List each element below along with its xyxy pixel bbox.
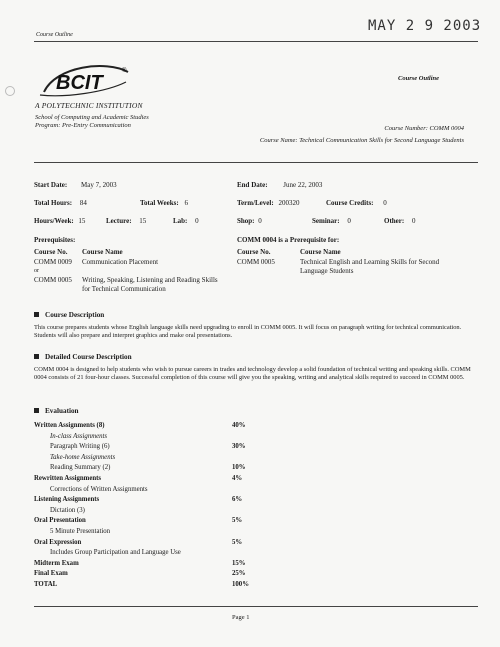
evaluation-row-label: Oral Presentation <box>34 517 86 525</box>
evaluation-row-label: Corrections of Written Assignments <box>50 485 148 493</box>
detailed-description-heading: Detailed Course Description <box>34 353 132 361</box>
punch-hole <box>5 86 15 96</box>
logo-subtitle: A POLYTECHNIC INSTITUTION <box>35 101 143 110</box>
course-name: Course Name: Technical Communication Skills for Second Language Students <box>259 137 464 144</box>
bcit-logo <box>36 62 136 105</box>
seminar-hours: Seminar: 0 <box>312 217 351 225</box>
course-credits: Course Credits: 0 <box>326 199 387 207</box>
bullet-square-icon <box>34 354 39 359</box>
evaluation-row-percent: 15% <box>232 559 246 567</box>
evaluation-row-label: 5 Minute Presentation <box>50 528 111 535</box>
total-weeks: Total Weeks: 6 <box>140 199 188 207</box>
evaluation-row-label: Final Exam <box>34 570 68 578</box>
prereq-row-1-no: COMM 0009 <box>34 258 72 266</box>
hours-per-week: Hours/Week: 15 <box>34 217 86 225</box>
prereq-row-2-name: Writing, Speaking, Listening and Reading Skills for Technical Communication <box>82 276 218 293</box>
evaluation-row-label: TOTAL <box>34 581 58 588</box>
logo-registered: ® <box>122 68 127 74</box>
bullet-square-icon <box>34 408 39 413</box>
logo-wordmark: BCIT <box>56 72 103 94</box>
received-date-stamp: MAY 2 9 2003 <box>368 18 482 34</box>
evaluation-row-label: Written Assignments (8) <box>34 422 105 429</box>
evaluation-row-label: Paragraph Writing (6) <box>50 443 110 451</box>
course-description-text: This course prepares students whose English language skills need upgrading to enroll in COMM 0005. It will focus on paragraph writing for technical communication. Students will also prepare and interpret graphics and make oral presentations. <box>34 324 462 340</box>
evaluation-row-label: Listening Assignments <box>34 496 100 504</box>
school-program <box>35 114 149 130</box>
evaluation-row-percent: 6% <box>232 496 243 504</box>
evaluation-row-label: Includes Group Participation and Language Use <box>50 549 181 557</box>
evaluation-row-label: Midterm Exam <box>34 559 79 567</box>
evaluation-row-percent: 10% <box>232 464 246 472</box>
evaluation-row-label: Take-home Assignments <box>50 453 116 461</box>
evaluation-row-percent: 5% <box>232 517 243 525</box>
lecture-hours: Lecture: 15 <box>106 217 147 225</box>
start-date: Start Date: May 7, 2003 <box>34 181 117 189</box>
course-number: Course Number: COMM 0004 <box>384 125 464 132</box>
prereq-for-heading: COMM 0004 is a Prerequisite for: <box>237 236 340 244</box>
evaluation-row-label: Reading Summary (2) <box>50 464 111 472</box>
evaluation-row-percent: 100% <box>232 581 249 588</box>
prereq-col-course-no: Course No. <box>34 248 68 256</box>
evaluation-row-percent: 30% <box>232 443 246 451</box>
school-name: School of Computing and Academic Studies <box>35 114 149 121</box>
prereq-for-col-course-no: Course No. <box>237 248 271 256</box>
bullet-square-icon <box>34 312 39 317</box>
footer-rule <box>34 606 478 607</box>
prereq-row-1-name: Communication Placement <box>82 258 159 266</box>
prereq-for-row-1-name: Technical English and Learning Skills for Second Language Students <box>300 258 440 275</box>
evaluation-row-percent: 40% <box>232 422 246 429</box>
page-number: Page 1 <box>232 614 250 621</box>
prerequisites-heading: Prerequisites: <box>34 236 76 244</box>
course-outline-label: Course Outline <box>398 75 439 82</box>
term-level: Term/Level: 200320 <box>237 199 300 207</box>
evaluation-row-label: Oral Expression <box>34 538 82 546</box>
evaluation-row-label: Dictation (3) <box>50 506 85 514</box>
evaluation-heading: Evaluation <box>34 407 79 415</box>
course-description-heading: Course Description <box>34 311 104 319</box>
end-date: End Date: June 22, 2003 <box>237 181 323 189</box>
header-rule <box>34 41 478 42</box>
program-name: Program: Pre-Entry Communication <box>35 122 131 129</box>
prereq-row-2-no: COMM 0005 <box>34 276 72 284</box>
evaluation-row-label: Rewritten Assignments <box>34 475 102 482</box>
evaluation-row-label: In-class Assignments <box>50 432 108 440</box>
evaluation-row-percent: 25% <box>232 570 246 578</box>
prereq-or: or <box>34 268 39 274</box>
prereq-col-course-name: Course Name <box>82 248 123 256</box>
title-rule <box>34 162 478 163</box>
total-hours: Total Hours: 84 <box>34 199 87 207</box>
bcit-logo-icon <box>36 62 136 100</box>
evaluation-row-percent: 4% <box>232 475 243 482</box>
lab-hours: Lab: 0 <box>173 217 199 225</box>
prereq-for-col-course-name: Course Name <box>300 248 341 256</box>
running-header: Course Outline <box>36 32 73 38</box>
other-hours: Other: 0 <box>384 217 416 225</box>
evaluation-row-percent: 5% <box>232 538 243 546</box>
detailed-description-text: COMM 0004 is designed to help students who wish to pursue careers in trades and technology develop a solid foundation of technical writing and speaking skills. COMM 0004 consists of 21 four-hour classes. Successful completion of this course will give you the speaking, writing and analytical skills required to succeed in COMM 0005. <box>34 366 471 382</box>
prereq-for-row-1-no: COMM 0005 <box>237 258 275 266</box>
shop-hours: Shop: 0 <box>237 217 262 225</box>
